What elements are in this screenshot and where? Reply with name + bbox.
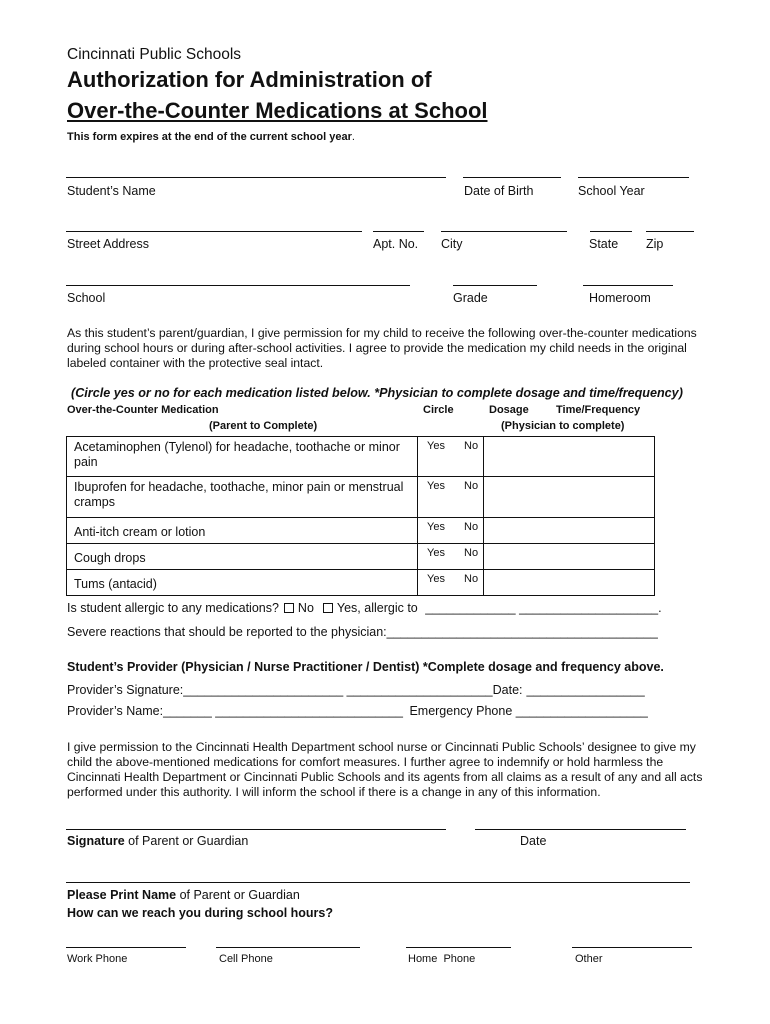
medication-name: Acetaminophen (Tylenol) for headache, toothache or minor pain — [67, 437, 418, 477]
provider-name-row: Provider’s Name:_______ ___________________________ Emergency Phone ___________________ — [67, 704, 648, 718]
consent-paragraph: I give permission to the Cincinnati Health Department school nurse or Cincinnati Public Schools’ designee to give my child the above-mentioned medications for comfort measures. I further agree to indemnify or hold harmless the Cincinnati Health Department or Cincinnati Public Schools and its agents from all claims as a result of any and all acts performed under this authority. I will inform the school if there is a change in any of this information. — [67, 740, 703, 799]
table-row — [67, 570, 655, 596]
permission-paragraph: As this student’s parent/guardian, I give permission for my child to receive the following over-the-counter medications during school hours or during after-school activities. I agree to provide the medication my child needs in the original labeled container with the protective seal intact. — [67, 326, 697, 370]
circle-column-header: Circle — [423, 404, 454, 416]
provider-date-blank[interactable]: _________________ — [526, 683, 645, 697]
dosage-cell[interactable] — [484, 437, 655, 477]
organization-name: Cincinnati Public Schools — [67, 46, 242, 63]
apt-no-label: Apt. No. — [373, 237, 419, 251]
yes-option[interactable]: Yes — [427, 547, 445, 559]
table-row — [67, 544, 655, 570]
medication-name: Cough drops — [67, 544, 418, 570]
home-phone-label: Home Phone — [408, 953, 476, 965]
table-row — [67, 437, 655, 477]
student-name-label: Student’s Name — [67, 184, 156, 198]
medication-name: Ibuprofen for headache, toothache, minor pain or menstrual cramps — [67, 477, 418, 518]
physician-note-header: (Physician to complete) — [501, 420, 625, 432]
print-name-line[interactable] — [66, 882, 690, 883]
medication-name: Tums (antacid) — [67, 570, 418, 596]
date-of-birth-label: Date of Birth — [464, 184, 534, 198]
signature-date-label: Date — [520, 834, 547, 848]
yes-option[interactable]: Yes — [427, 573, 445, 585]
severe-reactions: Severe reactions that should be reported to the physician:_______________________________________ — [67, 625, 658, 639]
parent-signature-label: Signature of Parent or Guardian — [67, 834, 249, 848]
grade-line[interactable] — [453, 285, 537, 286]
dosage-cell[interactable] — [484, 477, 655, 518]
print-name-label: Please Print Name of Parent or Guardian — [67, 888, 300, 902]
no-option[interactable]: No — [464, 547, 479, 559]
provider-name-blank[interactable]: _______ ___________________________ — [163, 704, 403, 718]
student-name-line[interactable] — [66, 177, 446, 178]
allergy-question: Is student allergic to any medications? No Yes, allergic to _____________ ____________________. — [67, 601, 662, 615]
dosage-cell[interactable] — [484, 544, 655, 570]
no-option[interactable]: No — [464, 521, 479, 533]
home-phone-line[interactable] — [406, 947, 511, 948]
parent-signature-line[interactable] — [66, 829, 446, 830]
work-phone-label: Work Phone — [67, 953, 128, 965]
apt-no-line[interactable] — [373, 231, 424, 232]
provider-signature-blank[interactable]: _______________________ _____________________ — [183, 683, 493, 697]
no-option[interactable]: No — [464, 573, 479, 585]
school-year-label: School Year — [578, 184, 645, 198]
allergy-no-checkbox[interactable] — [284, 603, 294, 613]
medications-table — [66, 436, 655, 596]
yes-option[interactable]: Yes — [427, 521, 445, 533]
zip-line[interactable] — [646, 231, 694, 232]
expiration-note: This form expires at the end of the current school year. — [67, 131, 355, 143]
cell-phone-label: Cell Phone — [219, 953, 273, 965]
circle-cell[interactable] — [418, 437, 484, 477]
street-address-line[interactable] — [66, 231, 362, 232]
medication-column-header: Over-the-Counter Medication — [67, 404, 219, 416]
homeroom-label: Homeroom — [589, 291, 651, 305]
medication-name: Anti-itch cream or lotion — [67, 518, 418, 544]
street-address-label: Street Address — [67, 237, 149, 251]
homeroom-line[interactable] — [583, 285, 673, 286]
other-phone-label: Other — [575, 953, 603, 965]
yes-option[interactable]: Yes — [427, 440, 445, 452]
city-line[interactable] — [441, 231, 567, 232]
reach-question: How can we reach you during school hours? — [67, 906, 334, 920]
work-phone-line[interactable] — [66, 947, 186, 948]
severe-reactions-blank[interactable]: _______________________________________ — [386, 625, 658, 639]
zip-label: Zip — [646, 237, 664, 251]
signature-date-line[interactable] — [475, 829, 686, 830]
form-title-line1: Authorization for Administration of — [67, 67, 432, 92]
parent-note-header: (Parent to Complete) — [209, 420, 318, 432]
school-year-line[interactable] — [578, 177, 689, 178]
circle-cell[interactable] — [418, 477, 484, 518]
allergy-blank[interactable]: _____________ ____________________. — [425, 601, 662, 615]
circle-cell[interactable] — [418, 570, 484, 596]
table-row — [67, 477, 655, 518]
state-line[interactable] — [590, 231, 632, 232]
time-frequency-column-header: Time/Frequency — [556, 404, 641, 416]
table-row — [67, 518, 655, 544]
dosage-cell[interactable] — [484, 570, 655, 596]
no-option[interactable]: No — [464, 480, 479, 492]
dosage-cell[interactable] — [484, 518, 655, 544]
provider-signature-row: Provider’s Signature:_______________________ _____________________Date: _________________ — [67, 683, 645, 697]
circle-cell[interactable] — [418, 544, 484, 570]
emergency-phone-blank[interactable]: ___________________ — [515, 704, 648, 718]
date-of-birth-line[interactable] — [463, 177, 561, 178]
form-title-line2: Over-the-Counter Medications at School — [67, 98, 488, 123]
yes-option[interactable]: Yes — [427, 480, 445, 492]
cell-phone-line[interactable] — [216, 947, 360, 948]
school-label: School — [67, 291, 106, 305]
grade-label: Grade — [453, 291, 488, 305]
provider-heading: Student’s Provider (Physician / Nurse Practitioner / Dentist) *Complete dosage and frequency above. — [67, 660, 664, 674]
table-instructions: (Circle yes or no for each medication listed below. *Physician to complete dosage and time/frequency) — [71, 386, 683, 400]
allergy-yes-checkbox[interactable] — [323, 603, 333, 613]
city-label: City — [441, 237, 463, 251]
school-line[interactable] — [66, 285, 410, 286]
state-label: State — [589, 237, 619, 251]
circle-cell[interactable] — [418, 518, 484, 544]
no-option[interactable]: No — [464, 440, 479, 452]
dosage-column-header: Dosage — [489, 404, 529, 416]
other-phone-line[interactable] — [572, 947, 692, 948]
